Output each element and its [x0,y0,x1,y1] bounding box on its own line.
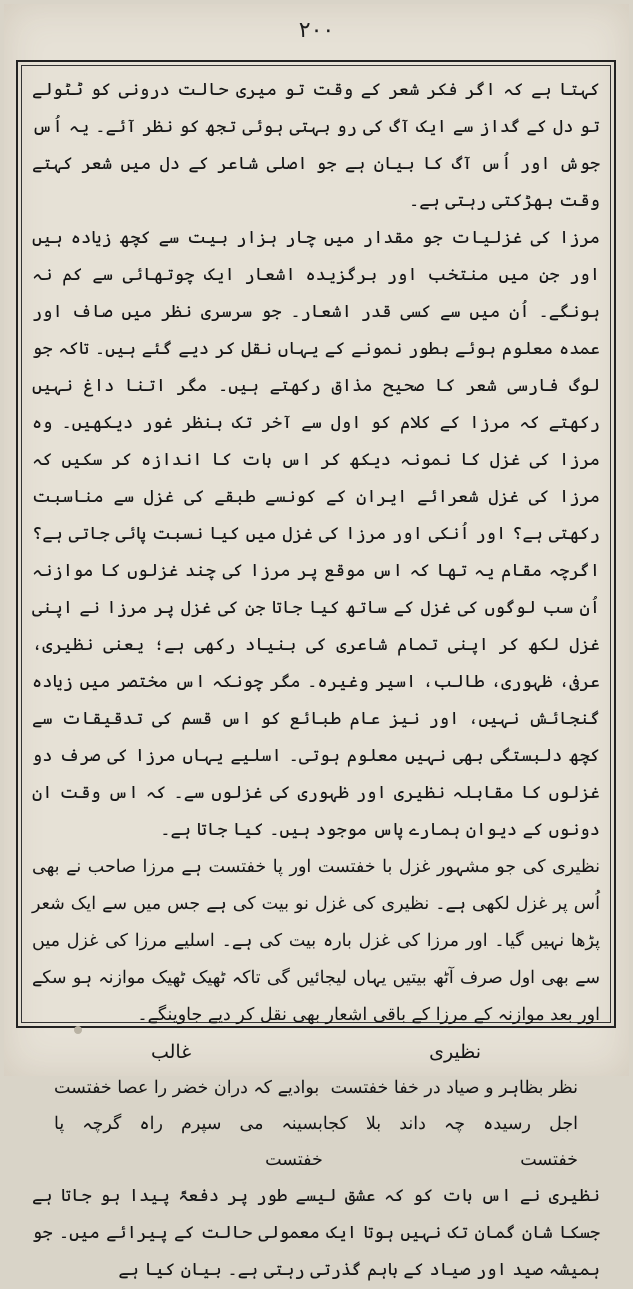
paragraph-2: مرزا کی غزلیات جو مقدار میں چار ہزار بیت سے کچھ زیادہ ہیں اور جن میں منتخب اور برگزیدہ اشعار ایک چوتھائی سے کم نہ ہونگے۔ اُن میں سے کسی قدر اشعار۔ جو سرسری نظر میں صاف اور عمدہ معلوم ہوئے بطور نمونے کے یہاں نقل کر دیے گئے ہیں۔ تاکہ جو لوگ فارسی شعر کا صحیح مذاق رکھتے ہیں۔ مگر اتنا داغ نہیں رکھتے کہ مرزا کے کلام کو اول سے آخر تک بنظر غور دیکھیں۔ وہ مرزا کی غزل کا نمونہ دیکھ کر اس بات کا اندازہ کر سکیں کہ مرزا کی غزل شعرائے ایران کے کونسے طبقے کی غزل سے مناسبت رکھتی ہے؟ اور اُنکی اور مرزا کی غزل میں کیا نسبت پائی جاتی ہے؟ اگرچہ مقام یہ تھا کہ اس موقع پر مرزا کی چند غزلوں کا موازنہ اُن سب لوگوں کی غزل کے ساتھ کیا جاتا جن کی غزل پر مرزا نے اپنی غزل لکھ کر اپنی تمام شاعری کی بنیاد رکھی ہے؛ یعنی نظیری، عرفی، ظہوری، طالب، اسیر وغیرہ۔ مگر چونکہ اس مختصر میں زیادہ گنجائش نہیں، اور نیز عام طبائع کو اس قسم کی تدقیقات سے کچھ دلبستگی بھی نہیں معلوم ہوتی۔ اسلیے یہاں مرزا کی صرف دو غزلوں کا مقابلہ نظیری اور ظہوری کی غزلوں سے۔ کہ اس وقت ان دونوں کے دیوان ہمارے پاس موجود ہیں۔ کیا جاتا ہے۔ [32,228,600,840]
verse-row [32,1106,600,1178]
page-stain-mark [74,1026,82,1034]
verse-naziri: نظر بظاہر و صیاد در خفا خفتست [330,1078,578,1098]
verse-row [32,1070,600,1106]
paragraph-3: نظیری کی جو مشہور غزل با خفتست اور پا خفتست ہے مرزا صاحب نے بھی اُس پر غزل لکھی ہے۔ نظیری کی غزل نو بیت کی ہے جس میں سے ایک شعر پڑھا نہیں گیا۔ اور مرزا کی غزل بارہ بیت کی ہے۔ اسلیے مرزا کی غزل میں سے بھی اول صرف آٹھ بیتیں یہاں لیجائیں گی تاکہ ٹھیک ٹھیک موازنہ ہو سکے اور بعد موازنہ کے مرزا کے باقی اشعار بھی نقل کر دیے جاوینگے۔ [32,857,600,1025]
page-number: ۲۰۰ [298,18,335,43]
text-frame [16,60,616,1280]
header-naziri: نظیری [429,1041,482,1063]
closing-paragraph: نظیری نے اس بات کو کہ عشق لیسے طور پر دفعۃً پیدا ہو جاتا ہے جسکا شان گمان تک نہیں ہوتا ایک معمولی حالت کے پیرائے میں۔ جو ہمیشہ صید اور صیاد کے باہم گذرتی رہتی ہے۔ بیان کیا ہے [32,1186,600,1280]
verse-naziri: اجل رسیدہ چہ داند بلا کجا خفتست [322,1114,578,1170]
header-ghalib: غالب [150,1041,192,1063]
paragraph-1: کہتا ہے کہ اگر فکر شعر کے وقت تو میری حالت درونی کو ٹٹولے تو دل کے گداز سے ایک آگ کی رو بہتی ہوئی تجھ کو نظر آئے۔ یہ اُس جوش اور اُس آگ کا بیان ہے جو اصلی شاعر کے دل میں شعر کہتے وقت بھڑکتی رہتی ہے۔ [32,80,600,211]
verse-ghalib: بوادیے کہ دران خضر را عصا خفتست [54,1078,320,1098]
poet-headers [32,1034,600,1070]
book-page [4,4,629,1280]
page-text [32,72,600,1280]
verse-ghalib: بسینہ می سپرم راہ گرچہ پا خفتست [54,1114,323,1170]
